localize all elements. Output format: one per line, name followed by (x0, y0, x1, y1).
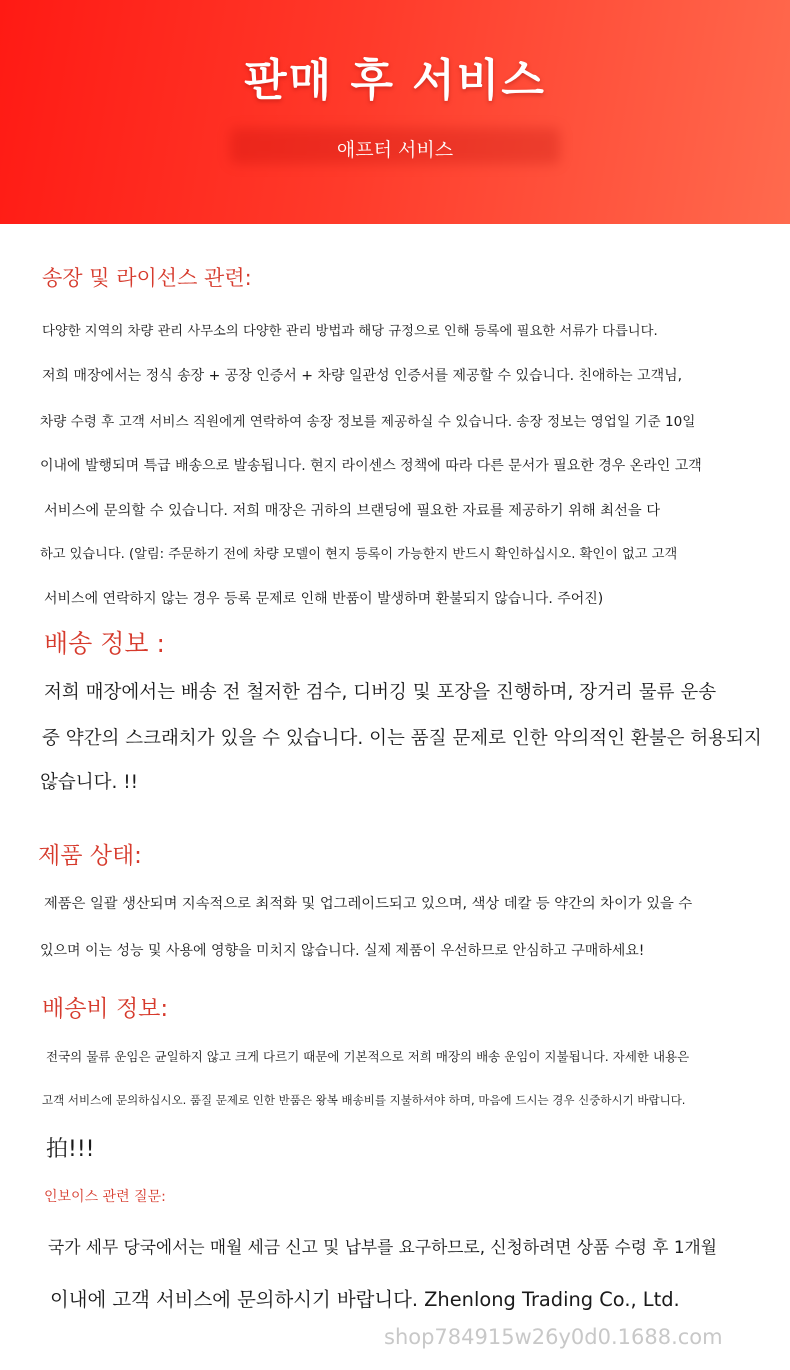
invoice-questions-line-1: 국가 세무 당국에서는 매월 세금 신고 및 납부를 요구하므로, 신청하려면 상품 수령 후 1개월 (48, 1237, 717, 1257)
shipping-info-line-3: 않습니다. !! (40, 772, 139, 793)
page-title: 판매 후 서비스 (244, 55, 546, 106)
invoice-license-line-4: 이내에 발행되며 특급 배송으로 발송됩니다. 현지 라이센스 정책에 따라 다른 문서가 필요한 경우 온라인 고객 (40, 458, 702, 474)
shop-watermark: shop784915w26y0d0.1688.com (384, 1325, 723, 1349)
shipping-fee-exclaim: 拍!!! (46, 1137, 95, 1162)
shipping-fee-line-1: 전국의 물류 운임은 균일하지 않고 크게 다르기 때문에 기본적으로 저희 매장의 배송 운임이 지불됩니다. 자세한 내용은 (46, 1049, 690, 1064)
header-banner (0, 0, 790, 224)
invoice-questions-heading: 인보이스 관련 질문: (44, 1189, 166, 1205)
shipping-info-line-2: 중 약간의 스크래치가 있을 수 있습니다. 이는 품질 문제로 인한 악의적인 환불은 허용되지 (42, 728, 762, 749)
page-subtitle: 애프터 서비스 (336, 139, 454, 161)
invoice-license-heading: 송장 및 라이선스 관련: (42, 266, 252, 290)
shipping-info-heading: 배송 정보 : (44, 629, 165, 658)
shipping-fee-heading: 배송비 정보: (42, 996, 169, 1022)
invoice-license-line-6: 하고 있습니다. (알림: 주문하기 전에 차량 모델이 현지 등록이 가능한지 반드시 확인하십시오. 확인이 없고 고객 (40, 547, 678, 562)
product-condition-line-1: 제품은 일괄 생산되며 지속적으로 최적화 및 업그레이드되고 있으며, 색상 데칼 등 약간의 차이가 있을 수 (44, 896, 693, 912)
invoice-license-line-3: 차량 수령 후 고객 서비스 직원에게 연락하여 송장 정보를 제공하실 수 있습니다. 송장 정보는 영업일 기준 10일 (40, 414, 696, 430)
invoice-license-line-2: 저희 매장에서는 정식 송장 + 공장 인증서 + 차량 일관성 인증서를 제공할 수 있습니다. 친애하는 고객님, (42, 368, 683, 384)
invoice-license-line-5: 서비스에 문의할 수 있습니다. 저희 매장은 귀하의 브랜딩에 필요한 자료를 제공하기 위해 최선을 다 (44, 503, 661, 519)
invoice-license-line-1: 다양한 지역의 차량 관리 사무소의 다양한 관리 방법과 해당 규정으로 인해 등록에 필요한 서류가 다릅니다. (42, 324, 658, 339)
invoice-license-line-7: 서비스에 연락하지 않는 경우 등록 문제로 인해 반품이 발생하며 환불되지 않습니다. 주어진) (44, 591, 604, 607)
shipping-fee-line-2: 고객 서비스에 문의하십시오. 품질 문제로 인한 반품은 왕복 배송비를 지불하셔야 하며, 마음에 드시는 경우 신중하시기 바랍니다. (42, 1093, 686, 1107)
shipping-info-line-1: 저희 매장에서는 배송 전 철저한 검수, 디버깅 및 포장을 진행하며, 장거리 물류 운송 (44, 682, 717, 703)
product-condition-line-2: 있으며 이는 성능 및 사용에 영향을 미치지 않습니다. 실제 제품이 우선하므로 안심하고 구매하세요! (40, 943, 645, 959)
product-condition-heading: 제품 상태: (38, 843, 142, 869)
invoice-questions-line-2: 이내에 고객 서비스에 문의하시기 바랍니다. Zhenlong Trading Co., Ltd. (50, 1288, 680, 1311)
